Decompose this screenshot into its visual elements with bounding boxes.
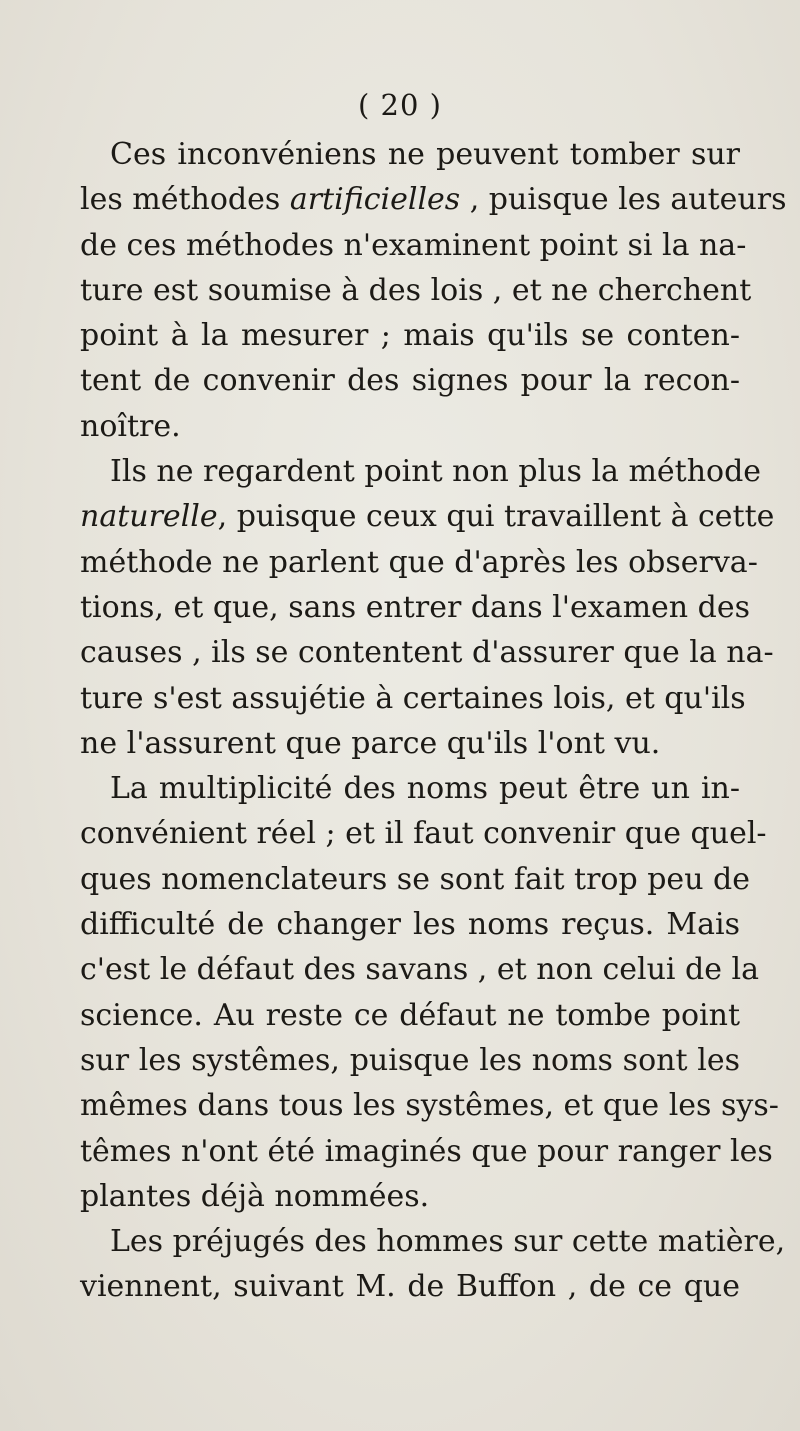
text-line: viennent, suivant M. de Buffon , de ce que (80, 1269, 740, 1305)
text-fragment: , puisque les auteurs (460, 182, 787, 218)
text-line: noître. (80, 408, 181, 444)
text-fragment: naturelle (80, 499, 218, 535)
text-fragment: artificielles (289, 182, 461, 218)
text-line: point à la mesurer ; mais qu'ils se conten- (80, 318, 740, 354)
text-line: de ces méthodes n'examinent point si la na- (80, 227, 747, 263)
text-fragment: , puisque ceux qui travaillent à cette (217, 499, 775, 535)
text-line: méthode ne parlent que d'après les observa- (80, 544, 758, 580)
text-line: sur les systêmes, puisque les noms sont les (80, 1042, 740, 1078)
text-line: convénient réel ; et il faut convenir que quel- (80, 816, 767, 852)
text-line: tions, et que, sans entrer dans l'examen des (80, 589, 750, 625)
page-number: ( 20 ) (358, 88, 442, 122)
text-line: c'est le défaut des savans , et non celui de la (80, 952, 760, 988)
text-line: plantes déjà nommées. (80, 1178, 430, 1214)
text-body (80, 132, 787, 1310)
text-line: Les préjugés des hommes sur cette matière, (110, 1224, 786, 1260)
text-line (80, 177, 787, 222)
text-line: La multiplicité des noms peut être un in- (110, 771, 740, 807)
text-fragment: les méthodes (80, 182, 290, 218)
text-line: ture est soumise à des lois , et ne cherchent (80, 272, 752, 308)
text-line: causes , ils se contentent d'assurer que la na- (80, 635, 774, 671)
text-line: Ces inconvéniens ne peuvent tomber sur (110, 137, 740, 172)
text-line: mêmes dans tous les systêmes, et que les sys- (80, 1088, 779, 1124)
text-line: Ils ne regardent point non plus la méthode (110, 454, 762, 490)
text-line: têmes n'ont été imaginés que pour ranger les (80, 1133, 773, 1169)
text-line: ques nomenclateurs se sont fait trop peu de (80, 861, 751, 897)
text-line: ture s'est assujétie à certaines lois, et qu'ils (80, 680, 746, 716)
text-line: science. Au reste ce défaut ne tombe point (80, 997, 740, 1033)
text-line: difficulté de changer les noms reçus. Mais (80, 907, 740, 943)
text-line (80, 494, 775, 539)
text-line: ne l'assurent que parce qu'ils l'ont vu. (80, 725, 661, 761)
text-line: tent de convenir des signes pour la recon- (80, 363, 740, 399)
